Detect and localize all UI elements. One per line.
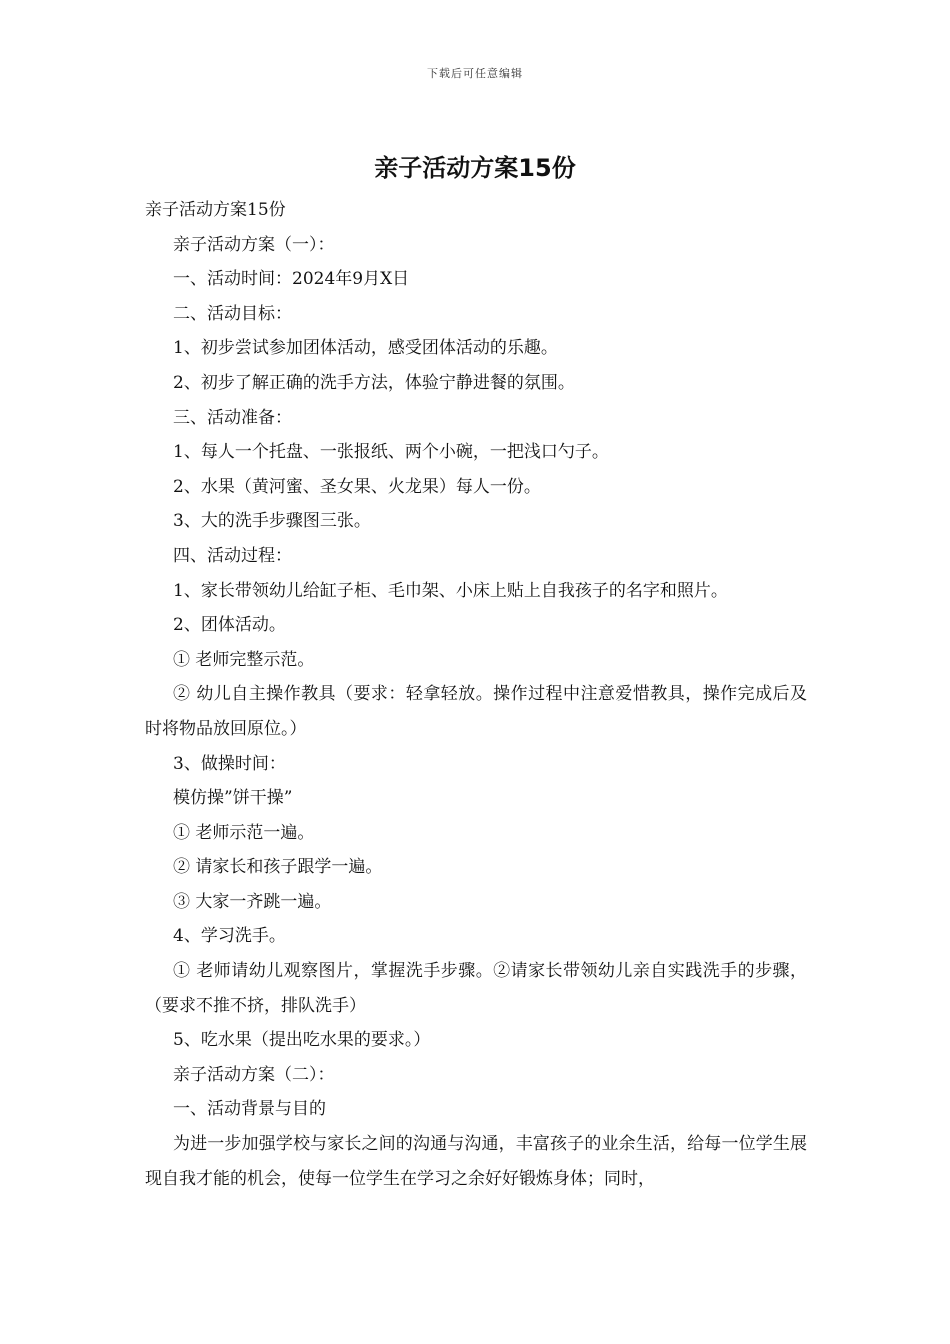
paragraph: 为进一步加强学校与家长之间的沟通与沟通，丰富孩子的业余生活，给每一位学生展现自我才能的机会，使每一位学生在学习之余好好锻炼身体；同时，	[145, 1134, 807, 1189]
paragraph: 5、吃水果（提出吃水果的要求。）	[173, 1030, 431, 1051]
paragraph: 3、大的洗手步骤图三张。	[173, 511, 371, 532]
paragraph: 模仿操”饼干操”	[173, 788, 293, 809]
document-title: 亲子活动方案15份	[374, 154, 576, 182]
paragraph: 1、家长带领幼儿给缸子柜、毛巾架、小床上贴上自我孩子的名字和照片。	[173, 580, 728, 601]
paragraph: 三、活动准备：	[173, 407, 292, 428]
paragraph: 2、团体活动。	[173, 615, 286, 636]
document-body	[145, 193, 807, 1196]
paragraph: 一、活动背景与目的	[173, 1099, 326, 1120]
paragraph: ② 幼儿自主操作教具（要求：轻拿轻放。操作过程中注意爱惜教具，操作完成后及时将物品放回原位。）	[145, 684, 807, 739]
paragraph: 4、学习洗手。	[173, 926, 286, 947]
paragraph: ① 老师完整示范。	[173, 649, 315, 670]
paragraph: 亲子活动方案15份	[145, 200, 286, 220]
paragraph: 一、活动时间：2024年9月X日	[173, 269, 410, 290]
paragraph: 1、初步尝试参加团体活动，感受团体活动的乐趣。	[173, 338, 558, 359]
paragraph: ② 请家长和孩子跟学一遍。	[173, 857, 383, 878]
paragraph: 2、水果（黄河蜜、圣女果、火龙果）每人一份。	[173, 476, 541, 497]
paragraph: ③ 大家一齐跳一遍。	[173, 891, 332, 912]
paragraph: ① 老师请幼儿观察图片，掌握洗手步骤。②请家长带领幼儿亲自实践洗手的步骤，（要求不推不挤，排队洗手）	[145, 961, 807, 1016]
paragraph: 3、做操时间：	[173, 753, 286, 774]
paragraph: 二、活动目标：	[173, 303, 292, 324]
paragraph: 亲子活动方案（二）：	[173, 1064, 335, 1085]
paragraph: 1、每人一个托盘、一张报纸、两个小碗，一把浅口勺子。	[173, 442, 609, 463]
paragraph: ① 老师示范一遍。	[173, 822, 315, 843]
paragraph: 2、初步了解正确的洗手方法，体验宁静进餐的氛围。	[173, 372, 575, 393]
paragraph: 亲子活动方案（一）：	[173, 234, 335, 255]
paragraph: 四、活动过程：	[173, 545, 292, 566]
page-header-note: 下载后可任意编辑	[427, 67, 523, 80]
